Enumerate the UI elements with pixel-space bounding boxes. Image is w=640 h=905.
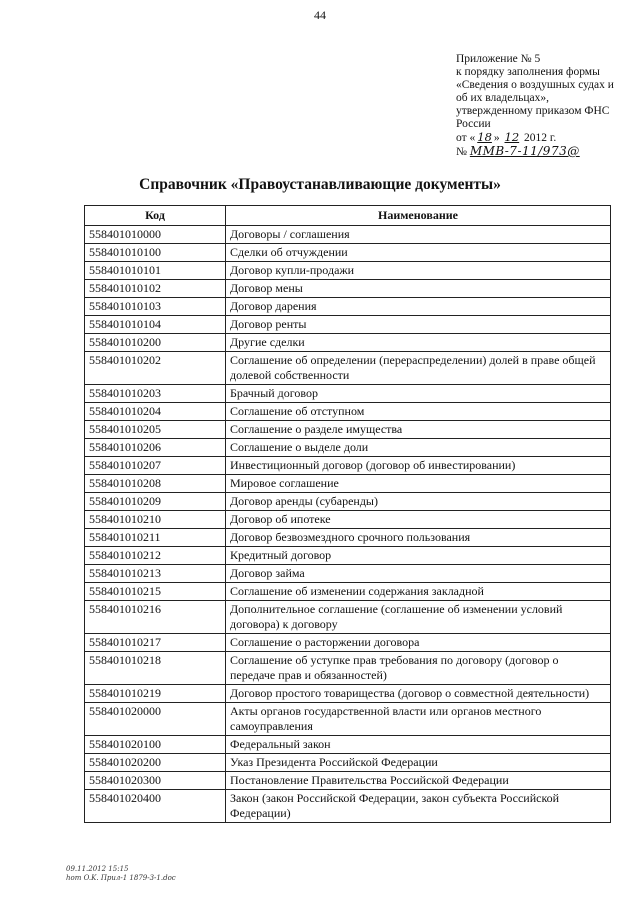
page-number: 44 (314, 8, 326, 22)
row-code: 558401010203 (85, 385, 226, 403)
table-row (85, 352, 611, 385)
appendix-number (456, 145, 626, 159)
row-name: Договор дарения (226, 298, 611, 316)
row-code: 558401010213 (85, 565, 226, 583)
table-row (85, 475, 611, 493)
table-row (85, 511, 611, 529)
table-row (85, 754, 611, 772)
row-name: Инвестиционный договор (договор об инвестировании) (226, 457, 611, 475)
row-name: Договор аренды (субаренды) (226, 493, 611, 511)
row-name: Федеральный закон (226, 736, 611, 754)
row-name: Сделки об отчуждении (226, 244, 611, 262)
order-number: ММВ-7-11/973@ (469, 144, 580, 158)
footer-filename: hom O.K. Прил-1 1879-3-1.doc (66, 874, 176, 882)
row-name: Указ Президента Российской Федерации (226, 754, 611, 772)
table-row (85, 547, 611, 565)
column-header-code: Код (85, 206, 226, 226)
row-code: 558401010204 (85, 403, 226, 421)
appendix-block (456, 53, 626, 159)
row-code: 558401010000 (85, 226, 226, 244)
row-code: 558401010206 (85, 439, 226, 457)
table-header-row (85, 206, 611, 226)
row-name: Брачный договор (226, 385, 611, 403)
row-code: 558401010202 (85, 352, 226, 385)
row-name: Мировое соглашение (226, 475, 611, 493)
table-row (85, 439, 611, 457)
table-row (85, 601, 611, 634)
row-name: Соглашение о расторжении договора (226, 634, 611, 652)
table-row (85, 685, 611, 703)
row-name: Договор простого товарищества (договор о совместной деятельности) (226, 685, 611, 703)
table-row (85, 403, 611, 421)
table-row (85, 334, 611, 352)
appendix-line: «Сведения о воздушных судах и (456, 79, 614, 91)
row-code: 558401020400 (85, 790, 226, 823)
table-row (85, 652, 611, 685)
row-name: Договор об ипотеке (226, 511, 611, 529)
row-code: 558401010208 (85, 475, 226, 493)
table-row (85, 634, 611, 652)
appendix-date (456, 131, 626, 145)
table-row (85, 298, 611, 316)
row-name: Другие сделки (226, 334, 611, 352)
row-code: 558401010104 (85, 316, 226, 334)
appendix-line: утвержденному приказом ФНС (456, 105, 610, 117)
table-row (85, 736, 611, 754)
date-prefix: от « (456, 132, 476, 144)
row-name: Договор мены (226, 280, 611, 298)
appendix-line: России (456, 118, 491, 130)
appendix-line: к порядку заполнения формы (456, 66, 600, 78)
footer-timestamp: 09.11.2012 15:15 (66, 865, 129, 873)
row-code: 558401010100 (85, 244, 226, 262)
date-day: 18 (477, 130, 492, 144)
row-code: 558401010209 (85, 493, 226, 511)
row-name: Договор займа (226, 565, 611, 583)
table-row (85, 262, 611, 280)
row-code: 558401010102 (85, 280, 226, 298)
row-name: Соглашение о выделе доли (226, 439, 611, 457)
row-code: 558401020100 (85, 736, 226, 754)
column-header-name: Наименование (226, 206, 611, 226)
row-code: 558401020000 (85, 703, 226, 736)
row-name: Акты органов государственной власти или органов местного самоуправления (226, 703, 611, 736)
page-title: Справочник «Правоустанавливающие документы» (139, 176, 501, 193)
file-footer (66, 865, 176, 883)
number-prefix: № (456, 146, 467, 158)
row-code: 558401010103 (85, 298, 226, 316)
row-code: 558401010219 (85, 685, 226, 703)
table-body (85, 226, 611, 823)
date-year: 2012 г. (524, 132, 557, 144)
table-row (85, 790, 611, 823)
row-name: Дополнительное соглашение (соглашение об изменении условий договора) к договору (226, 601, 611, 634)
row-code: 558401010216 (85, 601, 226, 634)
row-name: Соглашение о разделе имущества (226, 421, 611, 439)
row-code: 558401010207 (85, 457, 226, 475)
table-row (85, 583, 611, 601)
table-row (85, 385, 611, 403)
documents-table (84, 205, 611, 823)
row-code: 558401010101 (85, 262, 226, 280)
appendix-line: Приложение № 5 (456, 53, 541, 65)
row-name: Договор безвозмездного срочного пользования (226, 529, 611, 547)
table-row (85, 421, 611, 439)
row-name: Кредитный договор (226, 547, 611, 565)
row-name: Соглашение об изменении содержания закладной (226, 583, 611, 601)
row-name: Договоры / соглашения (226, 226, 611, 244)
row-name: Договор купли-продажи (226, 262, 611, 280)
row-code: 558401010218 (85, 652, 226, 685)
row-code: 558401020300 (85, 772, 226, 790)
table-row (85, 316, 611, 334)
row-code: 558401010205 (85, 421, 226, 439)
table-row (85, 226, 611, 244)
table-row (85, 565, 611, 583)
row-name: Закон (закон Российской Федерации, закон субъекта Российской Федерации) (226, 790, 611, 823)
row-code: 558401010212 (85, 547, 226, 565)
row-name: Соглашение об определении (перераспределении) долей в праве общей долевой собственности (226, 352, 611, 385)
row-name: Договор ренты (226, 316, 611, 334)
table-row (85, 244, 611, 262)
appendix-line: об их владельцах», (456, 92, 549, 104)
row-name: Постановление Правительства Российской Федерации (226, 772, 611, 790)
row-code: 558401010211 (85, 529, 226, 547)
date-mid: » (493, 132, 500, 144)
table-row (85, 280, 611, 298)
table-row (85, 703, 611, 736)
row-code: 558401010210 (85, 511, 226, 529)
table-row (85, 493, 611, 511)
row-code: 558401010200 (85, 334, 226, 352)
row-code: 558401010215 (85, 583, 226, 601)
row-name: Соглашение об уступке прав требования по договору (договор о передаче прав и обязанностей) (226, 652, 611, 685)
row-name: Соглашение об отступном (226, 403, 611, 421)
table-row (85, 529, 611, 547)
row-code: 558401010217 (85, 634, 226, 652)
date-month: 12 (504, 130, 520, 144)
table-row (85, 772, 611, 790)
row-code: 558401020200 (85, 754, 226, 772)
table-row (85, 457, 611, 475)
